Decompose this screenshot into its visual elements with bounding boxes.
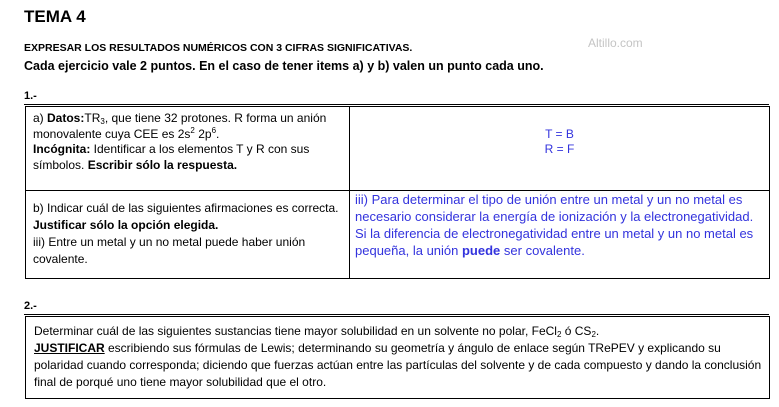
- instruction-precision: EXPRESAR LOS RESULTADOS NUMÉRICOS CON 3 CIFRAS SIGNIFICATIVAS.: [24, 42, 413, 54]
- instruction-points: Cada ejercicio vale 2 puntos. En el caso de tener items a) y b) valen un punto cada uno.: [24, 59, 544, 73]
- exercise-1a-question: a) $Datos:TR_3$, que tiene 32 protones. R forma un anión monovalente cuya CEE es $2s^2$ $2p^6$. Incógnita: Identificar a los elementos T y R con sus símbolos. Escribir sólo la respuesta.: [26, 107, 350, 191]
- exercise-2-table: [25, 316, 770, 399]
- watermark: Altillo.com: [588, 36, 643, 50]
- exercise-1-table: [25, 106, 770, 279]
- exercise-2-question: Determinar cuál de las siguientes sustancias tiene mayor solubilidad en un solvente no polar, FeCl$_2$ ó $CS_2$. JUSTIFICAR escribiendo sus fórmulas de Lewis; determinando su geometría y ángulo de enlace según TRePEV y explicando su polaridad cuando corresponda; diciendo que fuerzas actúan entre las partículas del solvente y de cada compuesto y dando la conclusión final de porqué uno tiene mayor solubilidad que el otro.: [26, 317, 770, 399]
- answer-r: R = F: [544, 142, 575, 156]
- exercise-1-rule: [24, 104, 769, 105]
- exercise-1-number: 1.-: [24, 90, 37, 102]
- exercise-1b-statement: iii) Entre un metal y un no metal puede haber unión covalente.: [33, 235, 306, 266]
- exercise-1b-answer: iii) Para determinar el tipo de unión entre un metal y un no metal es necesario considerar la energía de ionización y la electronegatividad. Si la diferencia de electronegatividad entre un metal y un no metal es pequeña, la unión puede ser covalente.: [350, 191, 770, 279]
- justificar-label: JUSTIFICAR: [34, 341, 105, 355]
- exercise-2-rule: [24, 314, 769, 315]
- page-title: TEMA 4: [24, 7, 86, 26]
- answer-t: T = B: [545, 127, 574, 141]
- exercise-1b-question: b) Indicar cuál de las siguientes afirmaciones es correcta. Justificar sólo la opción elegida. iii) Entre un metal y un no metal puede haber unión covalente.: [26, 191, 350, 279]
- exercise-1a-answer: [350, 107, 770, 191]
- exercise-1a-instruction: Escribir sólo la respuesta.: [87, 157, 238, 172]
- exercise-2-number: 2.-: [24, 300, 37, 312]
